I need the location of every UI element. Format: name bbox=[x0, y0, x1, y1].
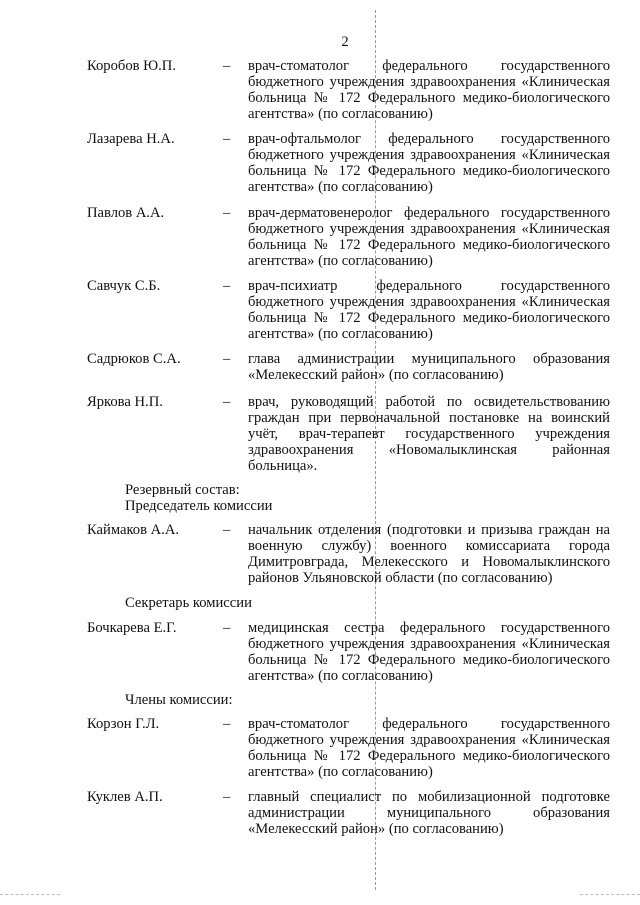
member-role: главный специалист по мобилизационной подготовке администрации муниципального образования «Мелекесский район» (по согласованию) bbox=[248, 789, 610, 837]
members-heading: Члены комиссии: bbox=[125, 692, 233, 708]
member-name: Павлов А.А. bbox=[87, 205, 165, 221]
dash: – bbox=[223, 351, 231, 367]
dash: – bbox=[223, 205, 231, 221]
member-role: медицинская сестра федерального государственного бюджетного учреждения здравоохранения «Клиническая больница № 172 Федерального медико-биологического агентства» (по согласованию) bbox=[248, 620, 610, 684]
member-name: Бочкарева Е.Г. bbox=[87, 620, 177, 636]
secretary-heading: Секретарь комиссии bbox=[125, 595, 252, 611]
member-name: Каймаков А.А. bbox=[87, 522, 180, 538]
member-role: начальник отделения (подготовки и призыва граждан на военную службу) военного комиссариата города Димитровграда, Мелекесского и Новомалыклинского районов Ульяновской области (по согласованию) bbox=[248, 522, 610, 586]
member-role: врач-стоматолог федерального государственного бюджетного учреждения здравоохранения «Клиническая больница № 172 Федерального медико-биологического агентства» (по согласованию) bbox=[248, 58, 610, 122]
dash: – bbox=[223, 131, 231, 147]
dash: – bbox=[223, 522, 231, 538]
member-name: Куклев А.П. bbox=[87, 789, 163, 805]
dash: – bbox=[223, 278, 231, 294]
member-role: врач-стоматолог федерального государственного бюджетного учреждения здравоохранения «Клиническая больница № 172 Федерального медико-биологического агентства» (по согласованию) bbox=[248, 716, 610, 780]
dash: – bbox=[223, 620, 231, 636]
dash: – bbox=[223, 394, 231, 410]
member-role: врач-дерматовенеролог федерального государственного бюджетного учреждения здравоохранения «Клиническая больница № 172 Федерального медико-биологического агентства» (по согласованию) bbox=[248, 205, 610, 269]
member-role: врач-психиатр федерального государственного бюджетного учреждения здравоохранения «Клиническая больница № 172 Федерального медико-биологического агентства» (по согласованию) bbox=[248, 278, 610, 342]
member-role: глава администрации муниципального образования «Мелекесский район» (по согласованию) bbox=[248, 351, 610, 383]
member-name: Корзон Г.Л. bbox=[87, 716, 160, 732]
bottom-left-margin-line bbox=[0, 894, 60, 895]
member-name: Садрюков С.А. bbox=[87, 351, 181, 367]
dash: – bbox=[223, 789, 231, 805]
chair-heading: Председатель комиссии bbox=[125, 498, 273, 514]
member-name: Коробов Ю.П. bbox=[87, 58, 176, 74]
dash: – bbox=[223, 716, 231, 732]
bottom-right-margin-line bbox=[580, 894, 640, 895]
member-name: Лазарева Н.А. bbox=[87, 131, 175, 147]
member-role: врач, руководящий работой по освидетельствованию граждан при первоначальной постановке на воинский учёт, врач-терапевт государственного учреждения здравоохранения «Новомалыклинская районная больница». bbox=[248, 394, 610, 474]
reserve-title: Резервный состав: bbox=[125, 482, 240, 498]
dash: – bbox=[223, 58, 231, 74]
member-name: Савчук С.Б. bbox=[87, 278, 161, 294]
page-number: 2 bbox=[341, 34, 349, 50]
member-name: Яркова Н.П. bbox=[87, 394, 163, 410]
member-role: врач-офтальмолог федерального государственного бюджетного учреждения здравоохранения «Клиническая больница № 172 Федерального медико-биологического агентства» (по согласованию) bbox=[248, 131, 610, 195]
